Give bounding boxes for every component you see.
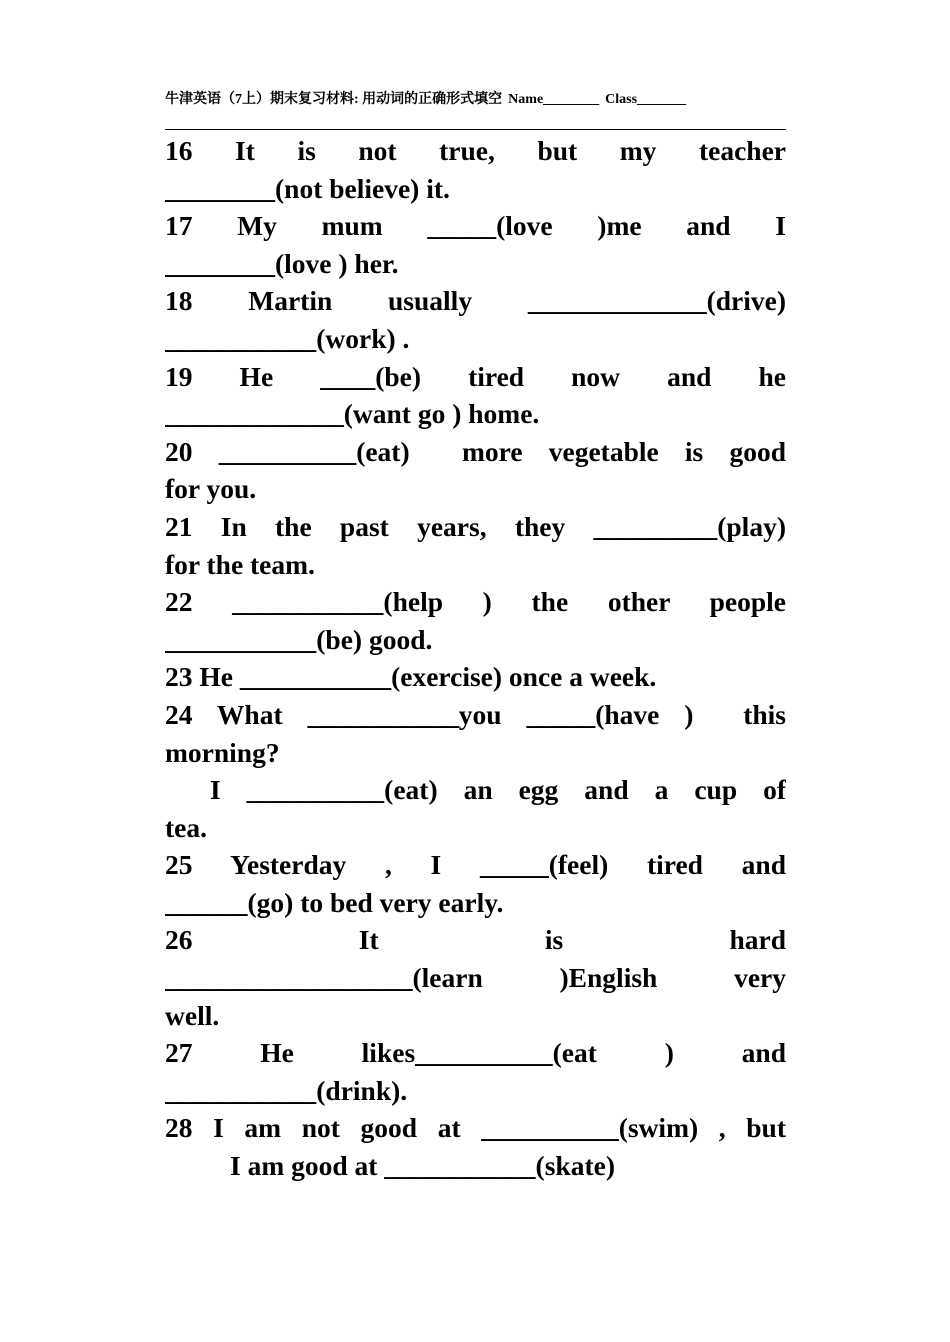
exercise-line: 21 In the past years, they _________(play) <box>165 510 786 542</box>
exercise-line: 17 My mum _____(love )me and I <box>165 210 786 242</box>
exercise-line: 23 He ___________(exercise) once a week. <box>165 661 657 693</box>
exercise-line: I am good at ___________(skate) <box>230 1150 615 1182</box>
exercise-line: 16 It is not true, but my teacher <box>165 135 786 166</box>
exercise-line: for you. <box>165 473 257 505</box>
header-divider <box>165 129 786 130</box>
exercise-line: 22 ___________(help ) the other people <box>165 586 786 618</box>
exercise-line: well. <box>165 999 220 1031</box>
exercise-line: ________(love ) her. <box>165 247 399 279</box>
exercise-line: ________(not believe) it. <box>165 172 450 204</box>
exercise-line: 24 What ___________you _____(have ) this <box>165 698 786 730</box>
exercise-line: 28 I am not good at __________(swim) , but <box>165 1112 786 1144</box>
name-field: Name________ <box>508 92 600 107</box>
exercise-line: ___________(drink). <box>165 1074 408 1106</box>
exercise-line: 27 He likes__________(eat ) and <box>165 1037 786 1069</box>
exercise-line: _____________(want go ) home. <box>165 398 540 430</box>
exercise-line: ______(go) to bed very early. <box>165 886 504 918</box>
exercise-line: ___________(be) good. <box>165 623 433 655</box>
worksheet-title: 牛津英语（7上）期末复习材料: 用动词的正确形式填空 <box>165 92 503 107</box>
exercise-line: 26 It is hard <box>165 924 786 956</box>
exercise-line: for the team. <box>165 548 315 580</box>
class-field: Class_______ <box>605 92 687 107</box>
exercise-line: ___________(work) . <box>165 322 410 354</box>
exercise-line: tea. <box>165 811 207 843</box>
exercise-line: morning? <box>165 736 280 768</box>
exercise-line: 18 Martin usually _____________(drive) <box>165 285 786 317</box>
exercise-line: 20 __________(eat) more vegetable is good <box>165 435 786 467</box>
exercise-list <box>165 132 786 1185</box>
exercise-line: __________________(learn )English very <box>165 962 786 994</box>
exercise-line: 19 He ____(be) tired now and he <box>165 360 786 392</box>
worksheet-header <box>165 88 786 108</box>
exercise-line: I __________(eat) an egg and a cup of <box>210 774 786 806</box>
exercise-line: 25 Yesterday , I _____(feel) tired and <box>165 849 786 881</box>
